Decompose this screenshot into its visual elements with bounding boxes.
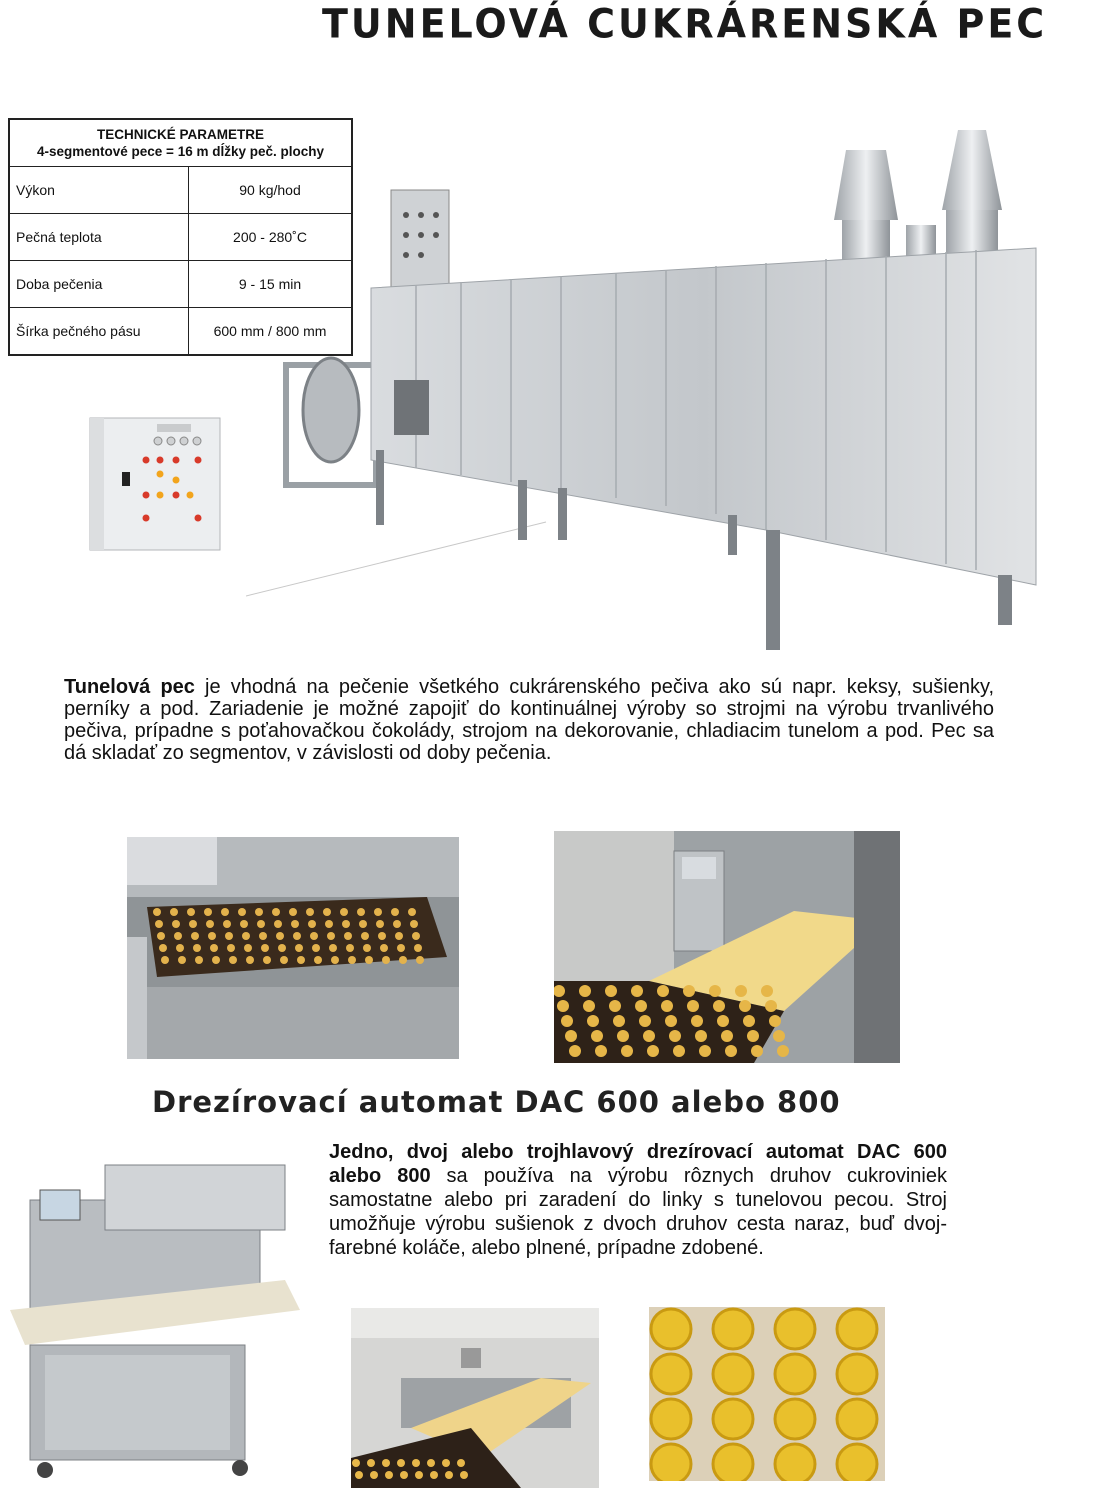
row-label: Šírka pečného pásu xyxy=(9,308,189,356)
table-header-line2: 4-segmentové pece = 16 m dĺžky peč. plochy xyxy=(37,144,324,159)
depositor-description xyxy=(329,1140,947,1260)
row-value: 200 - 280˚C xyxy=(189,214,353,261)
depositor-description-text: sa používa na výrobu rôznych druhov cukroviniek samostatne alebo pri zaradení do linky s tunelovou pecou. Stroj umožňuje výrobu sušienok z dvoch druhov cesta naraz, buď dvoj-farebné koláče, alebo plnené, prípadne zdobené. xyxy=(329,1165,947,1259)
tunnel-oven-photo xyxy=(246,130,1038,670)
cookies-closeup-photo xyxy=(649,1307,885,1481)
oven-description-lead: Tunelová pec xyxy=(64,676,195,698)
row-label: Pečná teplota xyxy=(9,214,189,261)
table-header-line1: TECHNICKÉ PARAMETRE xyxy=(96,127,264,142)
control-cabinet-photo xyxy=(72,398,234,560)
row-label: Výkon xyxy=(9,167,189,214)
oven-description xyxy=(64,676,994,764)
row-value: 90 kg/hod xyxy=(189,167,353,214)
page-title: TUNELOVÁ CUKRÁRENSKÁ PEC xyxy=(322,0,1048,48)
depositor-machine-photo xyxy=(0,1160,310,1482)
depositor-description-lead: Jedno, dvoj alebo trojhlavový drezírovací automat DAC 600 alebo 800 xyxy=(329,1141,947,1187)
depositor-heading: Drezírovací automat DAC 600 alebo 800 xyxy=(152,1085,841,1119)
depositor-line-photo xyxy=(351,1308,599,1488)
baking-tray-photo xyxy=(127,837,459,1059)
row-value: 600 mm / 800 mm xyxy=(189,308,353,356)
production-line-photo xyxy=(554,831,900,1063)
row-label: Doba pečenia xyxy=(9,261,189,308)
row-value: 9 - 15 min xyxy=(189,261,353,308)
oven-description-text: je vhodná na pečenie všetkého cukrárenského pečiva ako sú napr. keksy, sušienky, perníky a pod. Zariadenie je možné zapojiť do kontinuálnej výroby so strojmi na výrobu trvanlivého pečiva, prípadne s poťahovačkou čokolády, strojom na dekorovanie, chladiacim tunelom a pod. Pec sa dá skladať zo segmentov, v závislosti od doby pečenia. xyxy=(64,676,995,764)
